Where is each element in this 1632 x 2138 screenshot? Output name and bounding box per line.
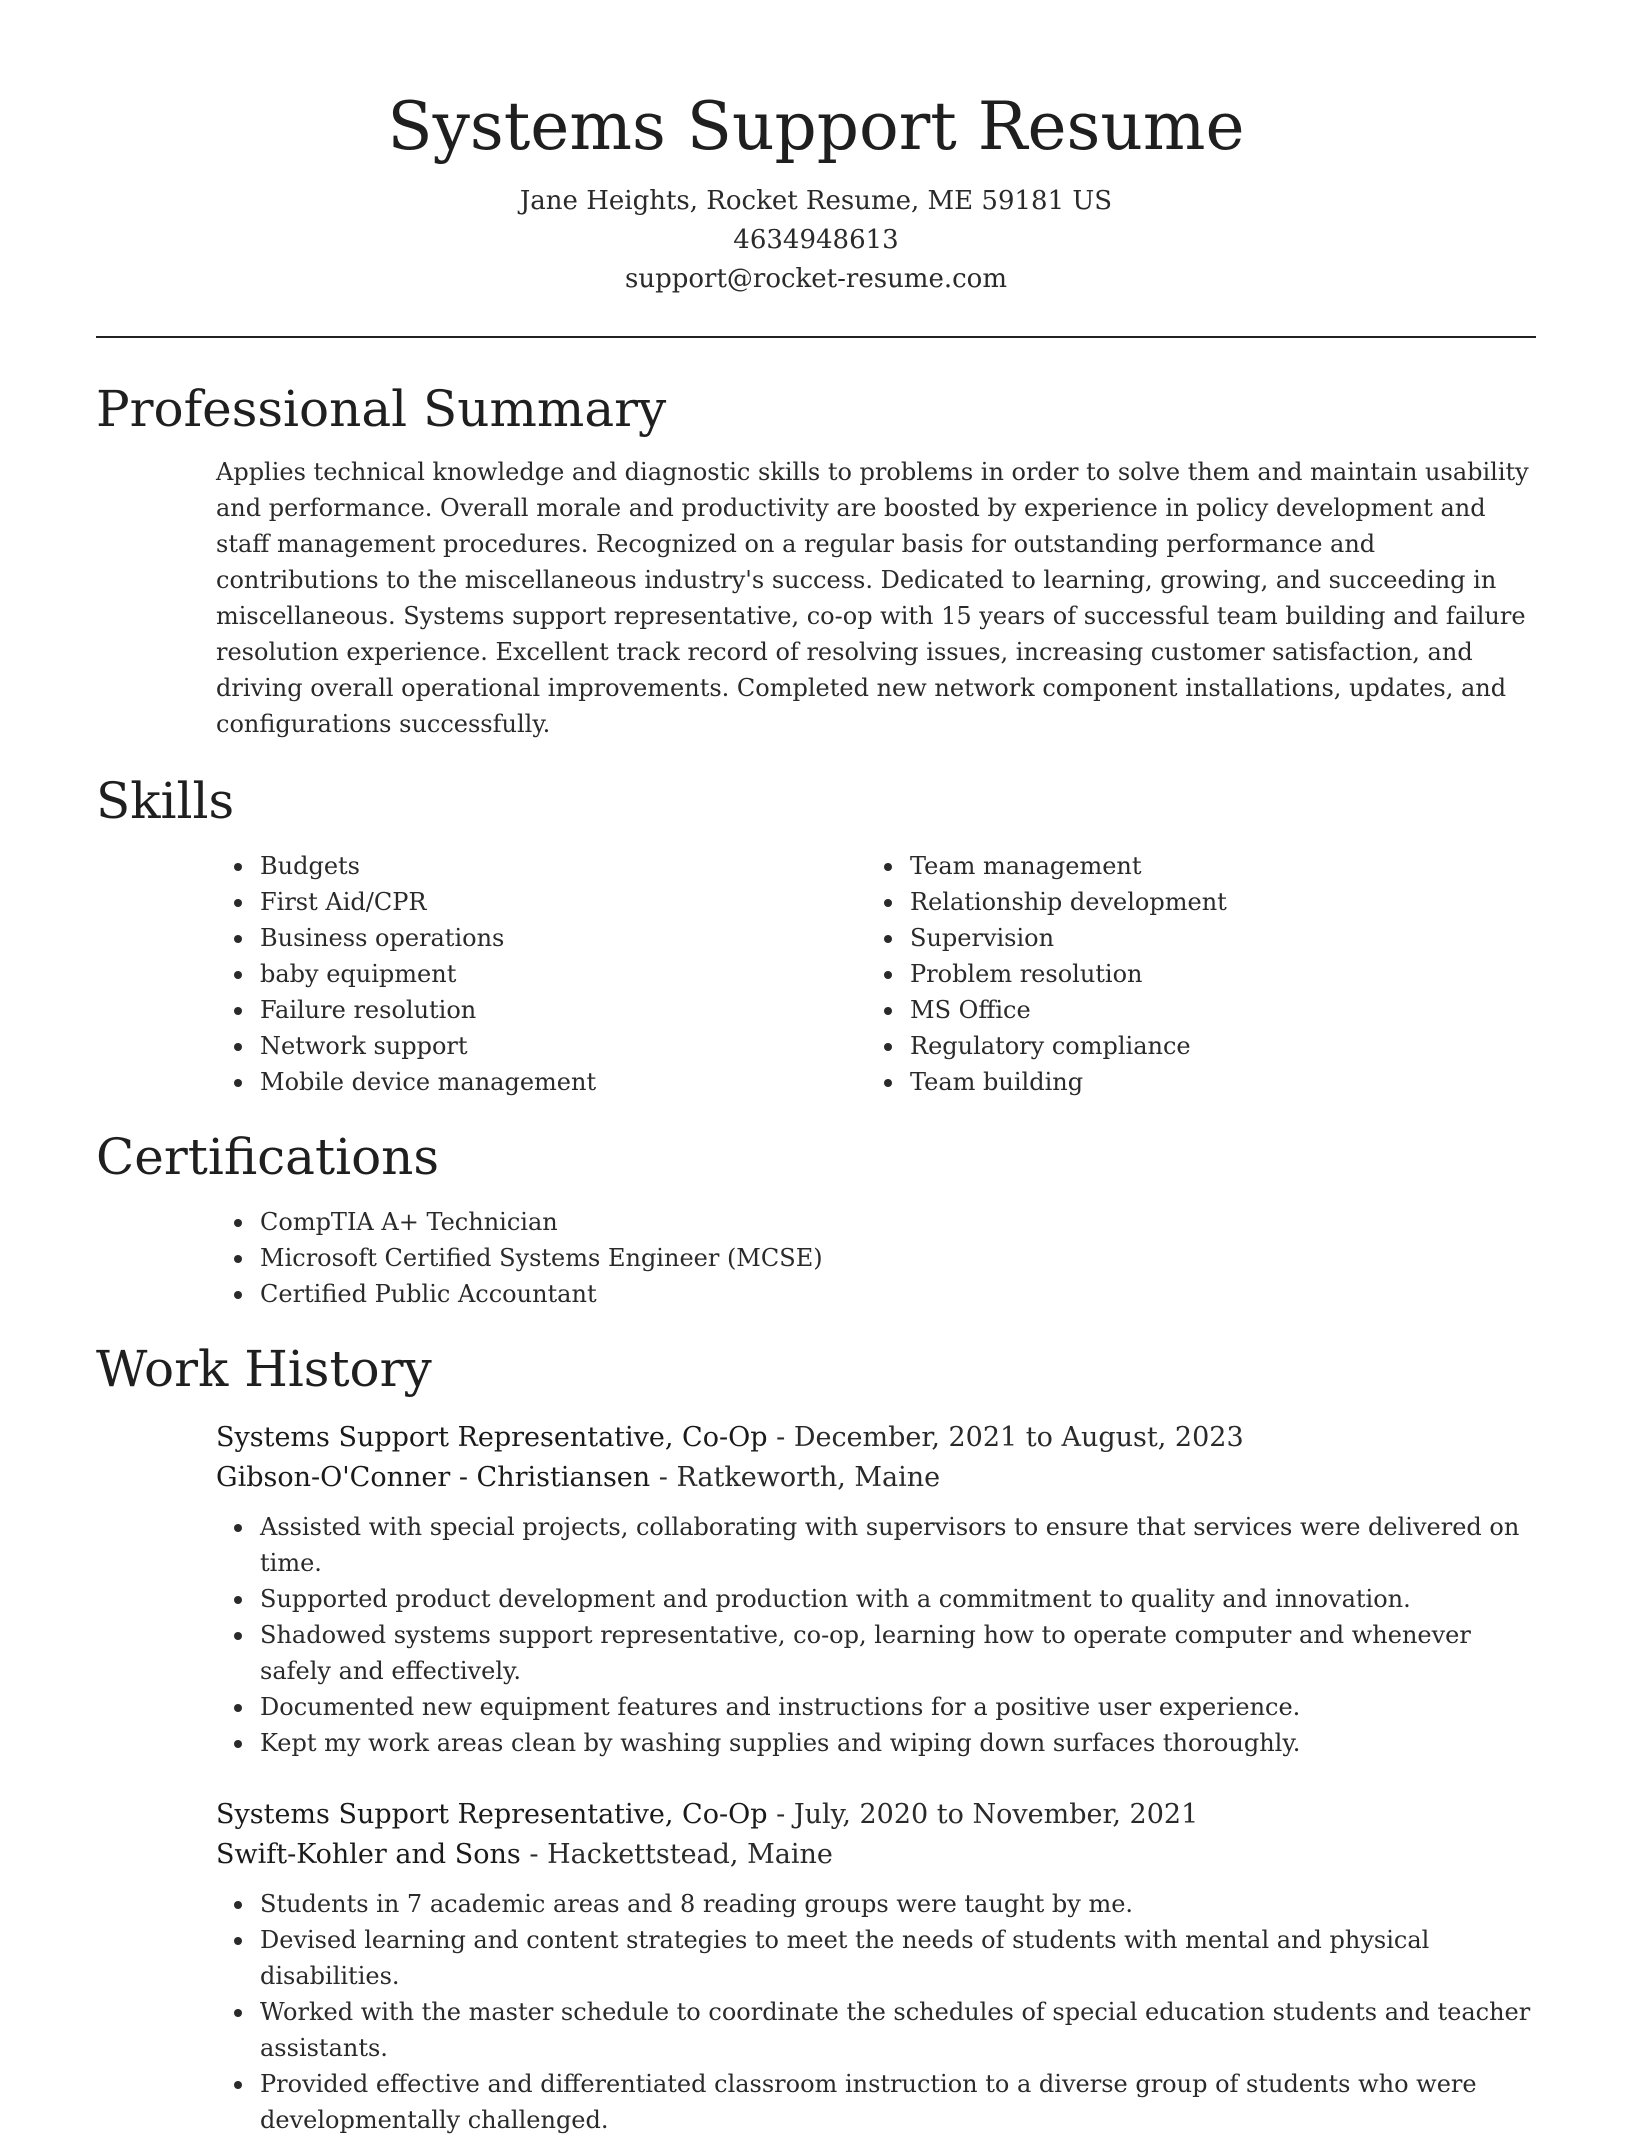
summary-text: Applies technical knowledge and diagnostic skills to problems in order to solve them and maintain usability and performance. Overall morale and productivity are boosted by experience in policy development and staff management procedures. Recognized on a regular basis for outstanding performance and contributions to the miscellaneous industry's success. Dedicated to learning, growing, and succeeding in miscellaneous. Systems support representative, co-op with 15 years of successful team building and failure resolution experience. Excellent track record of resolving issues, increasing customer satisfaction, and driving overall operational improvements. Completed new network component installations, updates, and configurations successfully. bbox=[216, 458, 1529, 738]
contact-address: Jane Heights, Rocket Resume, ME 59181 US bbox=[519, 186, 1113, 216]
resume-header bbox=[96, 0, 1536, 299]
job-duty-item: Provided effective and differentiated classroom instruction to a diverse group of students who were developmentally challenged. bbox=[260, 2066, 1536, 2138]
job-title-line: Systems Support Representative, Co-Op - December, 2021 to August, 2023 bbox=[216, 1422, 1244, 1453]
job-location: Ratkeworth, Maine bbox=[676, 1462, 941, 1493]
skill-item: baby equipment bbox=[260, 956, 910, 992]
skill-item: Team management bbox=[910, 848, 1510, 884]
job-duty-item: Devised learning and content strategies to meet the needs of students with mental and physical disabilities. bbox=[260, 1922, 1536, 1994]
skills-section bbox=[96, 770, 1536, 1100]
skills-list-right bbox=[910, 848, 1510, 1100]
job-employer-line: Swift-Kohler and Sons - Hackettstead, Maine bbox=[216, 1839, 833, 1870]
skill-item: Business operations bbox=[260, 920, 910, 956]
certifications-list bbox=[260, 1204, 1536, 1312]
work-history-section bbox=[96, 1338, 1536, 2138]
job-entry bbox=[216, 1418, 1536, 1761]
contact-email: support@rocket-resume.com bbox=[624, 264, 1007, 294]
job-title-line: Systems Support Representative, Co-Op - July, 2020 to November, 2021 bbox=[216, 1799, 1199, 1830]
job-duty-item: Supported product development and production with a commitment to quality and innovation. bbox=[260, 1581, 1536, 1617]
header-divider bbox=[96, 336, 1536, 338]
job-duties-list bbox=[260, 1886, 1536, 2138]
certifications-section bbox=[96, 1126, 1536, 1312]
job-company: Gibson-O'Conner - Christiansen bbox=[216, 1462, 651, 1493]
job-duty-item: Students in 7 academic areas and 8 reading groups were taught by me. bbox=[260, 1886, 1536, 1922]
skill-item: Relationship development bbox=[910, 884, 1510, 920]
skill-item: First Aid/CPR bbox=[260, 884, 910, 920]
job-location: Hackettstead, Maine bbox=[547, 1839, 833, 1870]
certification-item: Certified Public Accountant bbox=[260, 1276, 1536, 1312]
skill-item: Supervision bbox=[910, 920, 1510, 956]
skills-columns bbox=[96, 848, 1536, 1100]
job-employer-line: Gibson-O'Conner - Christiansen - Ratkeworth, Maine bbox=[216, 1462, 941, 1493]
job-duty-item: Worked with the master schedule to coordinate the schedules of special education students and teacher assistants. bbox=[260, 1994, 1536, 2066]
skill-item: Team building bbox=[910, 1064, 1510, 1100]
job-duty-item: Documented new equipment features and instructions for a positive user experience. bbox=[260, 1689, 1536, 1725]
contact-block bbox=[96, 182, 1536, 299]
resume-page bbox=[96, 0, 1536, 2138]
work-history-heading: Work History bbox=[96, 1340, 432, 1398]
job-duties-list bbox=[260, 1509, 1536, 1761]
certification-item: CompTIA A+ Technician bbox=[260, 1204, 1536, 1240]
job-dates: December, 2021 to August, 2023 bbox=[793, 1422, 1244, 1453]
job-company: Swift-Kohler and Sons bbox=[216, 1839, 521, 1870]
skills-heading: Skills bbox=[96, 772, 235, 830]
summary-section bbox=[96, 378, 1536, 742]
skill-item: Failure resolution bbox=[260, 992, 910, 1028]
job-entry bbox=[216, 1795, 1536, 2138]
skill-item: Network support bbox=[260, 1028, 910, 1064]
skill-item: Problem resolution bbox=[910, 956, 1510, 992]
skill-item: Regulatory compliance bbox=[910, 1028, 1510, 1064]
job-duty-item: Kept my work areas clean by washing supplies and wiping down surfaces thoroughly. bbox=[260, 1725, 1536, 1761]
skill-item: Budgets bbox=[260, 848, 910, 884]
job-duty-item: Shadowed systems support representative, co-op, learning how to operate computer and whenever safely and effectively. bbox=[260, 1617, 1536, 1689]
job-dates: July, 2020 to November, 2021 bbox=[793, 1799, 1199, 1830]
job-title: Systems Support Representative, Co-Op bbox=[216, 1799, 768, 1830]
page-title: Systems Support Resume bbox=[387, 88, 1245, 165]
skill-item: Mobile device management bbox=[260, 1064, 910, 1100]
skill-item: MS Office bbox=[910, 992, 1510, 1028]
summary-heading: Professional Summary bbox=[96, 380, 667, 438]
job-duty-item: Assisted with special projects, collaborating with supervisors to ensure that services were delivered on time. bbox=[260, 1509, 1536, 1581]
certification-item: Microsoft Certified Systems Engineer (MCSE) bbox=[260, 1240, 1536, 1276]
certifications-heading: Certifications bbox=[96, 1128, 440, 1186]
job-title: Systems Support Representative, Co-Op bbox=[216, 1422, 768, 1453]
contact-phone: 4634948613 bbox=[733, 225, 899, 255]
skills-list-left bbox=[260, 848, 910, 1100]
